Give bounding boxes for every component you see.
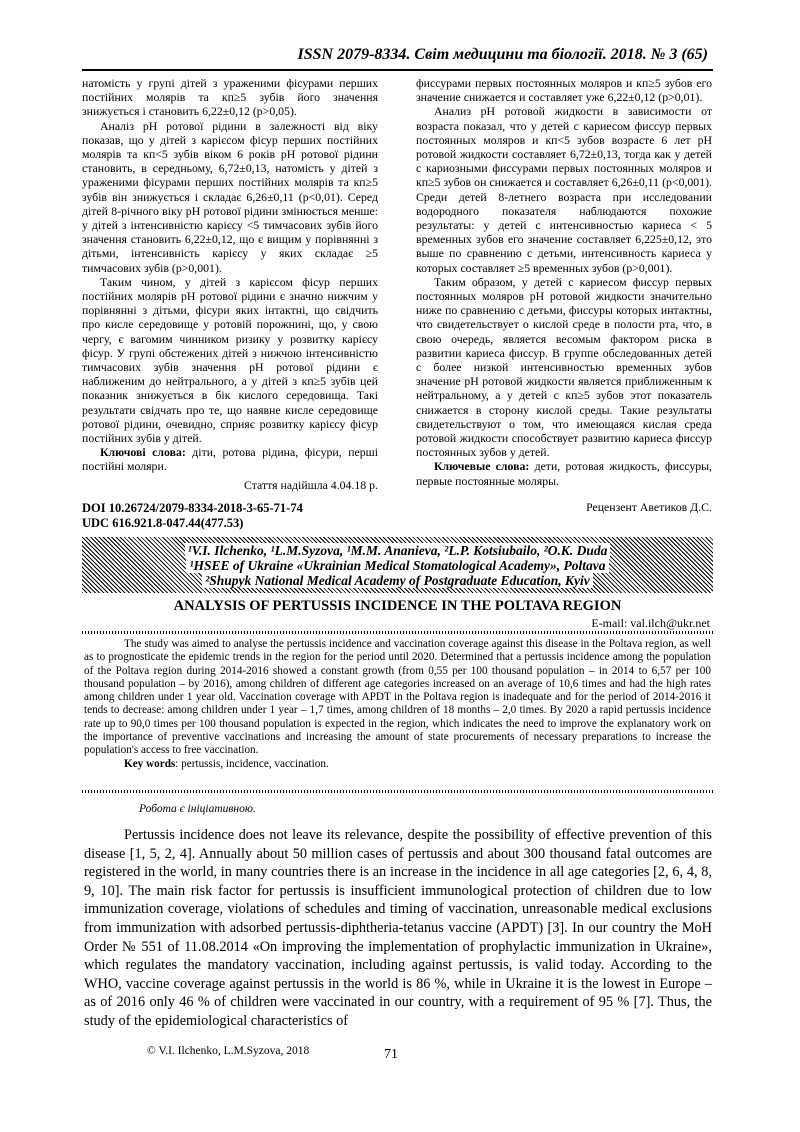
- affiliation-1: ¹HSEE of Ukraine «Ukrainian Medical Stomatological Academy», Poltava: [186, 558, 608, 573]
- left-paragraph: Таким чином, у дітей з карієсом фісур перших постійних молярів рН ротової рідини є значно нижчим у порівнянні з дітьми, фісури яких інтактні, що свідчить про кисле середовище у ротовій порожнині, що, у свою чергу, є вагомим чинником ризику у розвитку карієсу фісур. У групі обстежених дітей з нижчою інтенсивністю тимчасових зубів значення рН ротової рідини є наближеним до нейтрального, а у дітей з кп≥5 зубів цей показник знижується в бік кислого середовища. Такі результати свідчать про те, що наявне кисле середовище ротової рідини, очевидно, сприяє розвитку карієсу фісур постійних зубів у дітей.: [82, 274, 378, 446]
- left-keywords-text: діти, ротова рідина, фісури, перші постійні моляри.: [82, 445, 378, 474]
- page-number: 71: [384, 1047, 398, 1062]
- header-rule: [82, 69, 713, 71]
- right-keywords-text: дети, ротовая жидкость, фиссуры, первые постоянные моляры.: [416, 459, 712, 488]
- left-keywords-label: Ключові слова:: [100, 445, 186, 460]
- abstract-bottom-rule: [82, 790, 713, 793]
- authors-block: [82, 537, 713, 593]
- received-date: Стаття надійшла 4.04.18 р.: [244, 477, 378, 492]
- doi: DOI 10.26724/2079-8334-2018-3-65-71-74: [82, 501, 303, 515]
- abstract: [84, 638, 711, 771]
- contact-email: E-mail: val.ilch@ukr.net: [591, 616, 710, 630]
- abstract-keywords-text: : pertussis, incidence, vaccination.: [175, 757, 329, 770]
- udc: UDC 616.921.8-047.44(477.53): [82, 516, 244, 530]
- body-paragraph: Pertussis incidence does not leave its relevance, despite the possibility of effective prevention of this disease [1, 5, 2, 4]. Annually about 50 million cases of pertussis and about 300 thousand fatal outcomes are registered in the world, in many countries there is an increase in the incidence in all age categories [2, 6, 4, 8, 9, 10]. The main risk factor for pertussis is insufficient immunological protection of children due to low immunization coverage, violations of schedules and timing of vaccination, unreasonable medical exclusions from immunization with adsorbed pertussis-diphtheria-tetanus vaccine (APDT) [3]. In our country the MoH Order № 551 of 11.08.2014 «On improving the implementation of prophylactic immunization in Ukraine», which regulates the mandatory vaccination, including against pertussis, is valid today. According to the WHO, vaccine coverage against pertussis in the world is 86 %, while in Ukraine it is the lowest in Europe – as of 2016 only 46 % of children were vaccinated in our country, with a requirement of 95 % [7]. Thus, the study of the epidemiological characteristics of: [84, 827, 712, 1029]
- right-paragraph: Таким образом, у детей с кариесом фиссур первых постоянных моляров рН ротовой жидкости значительно ниже по сравнению с детьми, фиссуры которых интактны, что свидетельствует о кислой среде в полости рта, что, в свою очередь, является весомым фактором риска в развитии кариеса фиссур. В группе обследованных детей с более низкой интенсивностью временных зубов значение рН ротовой жидкости является приближенным к нейтральному, а у детей с кп≥5 зубов этот показатель снижается в сторону кислой среды. Такие результаты свидетельствуют о том, что имеющаяся кислая среда ротовой жидкости способствует развитию кариеса фиссур постоянных зубов у детей.: [416, 274, 712, 460]
- right-keywords: [416, 459, 712, 487]
- body-text: [84, 826, 712, 1031]
- left-paragraph: натомість у групі дітей з ураженими фісурами перших постійних молярів та кп≥5 зубів його значення знижується і становить 6,22±0,12 (р>0,05).: [82, 76, 378, 119]
- reviewer: Рецензент Аветиков Д.С.: [586, 499, 712, 514]
- right-paragraph: Анализ рН ротовой жидкости в зависимости от возраста показал, что у детей с кариесом фиссур первых постоянных моляров и кп<5 зубов возрасте 6 лет рН ротовой жидкости составляет 6,72±0,13, тогда как у детей с кариозными фиссурами первых постоянных моляров и кп≥5 зубов он снижается и составляет 6,26±0,11 (р<0,001). Среди детей 8-летнего возраста при исследовании водородного показателя наблюдаются похожие результаты: у детей с интенсивностью кариеса < 5 временных зубов его значение составляет 6,225±0,12, это выше по сравнению с детьми, интенсивность кариеса у которых составляет ≥5 временных зубов (р>0,001).: [416, 104, 712, 275]
- article-identifiers: [82, 501, 303, 531]
- authors: ¹V.I. Ilchenko, ¹L.M.Syzova, ¹M.M. Ananieva, ²L.P. Kotsiubailo, ²O.K. Duda: [185, 543, 611, 558]
- abstract-text: The study was aimed to analyse the pertussis incidence and vaccination coverage against this disease in the Poltava region, as well as to prognosticate the epidemic trends in the region for the period until 2020. Determined that a pertussis incidence among the population of the Poltava region during 2014-2016 showed a constant growth (from 0,55 per 100 thousand population – in 2014 to 6,57 per 100 thousand population – by 2016), among children of different age categories increased on an average of 10,6 times and had the high rates among children under 1 year old. Vaccination coverage with APDT in the Poltava region is inadequate and for the period of 2014-2016 it tends to decrease: among children under 1 year – 1,7 times, among children of 18 months – 2,0 times. By 2020 a rapid pertussis incidence rate up to 90,0 times per 100 thousand population is expected in the region, which indicates the need to improve the explanatory work on the importance of preventive vaccinations and increasing the amount of state procurements of necessary preparations to increase the population's access to free vaccination.: [84, 638, 711, 757]
- right-paragraph: фиссурами первых постоянных моляров и кп≥5 зубов его значение снижается и составляет уже 6,22±0,12 (р>0,01).: [416, 76, 712, 105]
- initiative-note: Робота є ініціативною.: [139, 803, 256, 815]
- right-keywords-label: Ключевые слова:: [434, 459, 530, 474]
- abstract-top-rule: [82, 631, 713, 634]
- abstract-keywords-label: Key words: [124, 757, 176, 770]
- journal-header: ISSN 2079-8334. Світ медицини та біології. 2018. № 3 (65): [297, 46, 708, 63]
- affiliation-2: ²Shupyk National Medical Academy of Postgraduate Education, Kyiv: [202, 573, 593, 588]
- left-keywords: [82, 445, 378, 473]
- abstract-keywords: [84, 758, 711, 771]
- left-column: [82, 76, 378, 492]
- right-column: [416, 76, 712, 514]
- copyright: © V.I. Ilchenko, L.M.Syzova, 2018: [147, 1045, 310, 1057]
- article-title: ANALYSIS OF PERTUSSIS INCIDENCE IN THE POLTAVA REGION: [173, 598, 622, 614]
- left-paragraph: Аналіз рН ротової рідини в залежності від віку показав, що у дітей з карієсом фісур перших постійних молярів та кп<5 зубів віком 6 років рН ротової рідини становить, в середньому, 6,72±0,13, натомість у дітей з ураженими фісурами перших постійних молярів та кп≥5 зубів він знижується і складає 6,26±0,11 (р<0,01). Серед дітей 8-річного віку рН ротової рідини змінюється менше: у дітей з інтенсивністю карієсу <5 тимчасових зубів його значення становить 6,22±0,12, що є вищим у порівнянні з дітьми, інтенсивність карієсу у яких складає ≥5 тимчасових зубів (р>0,001).: [82, 118, 378, 275]
